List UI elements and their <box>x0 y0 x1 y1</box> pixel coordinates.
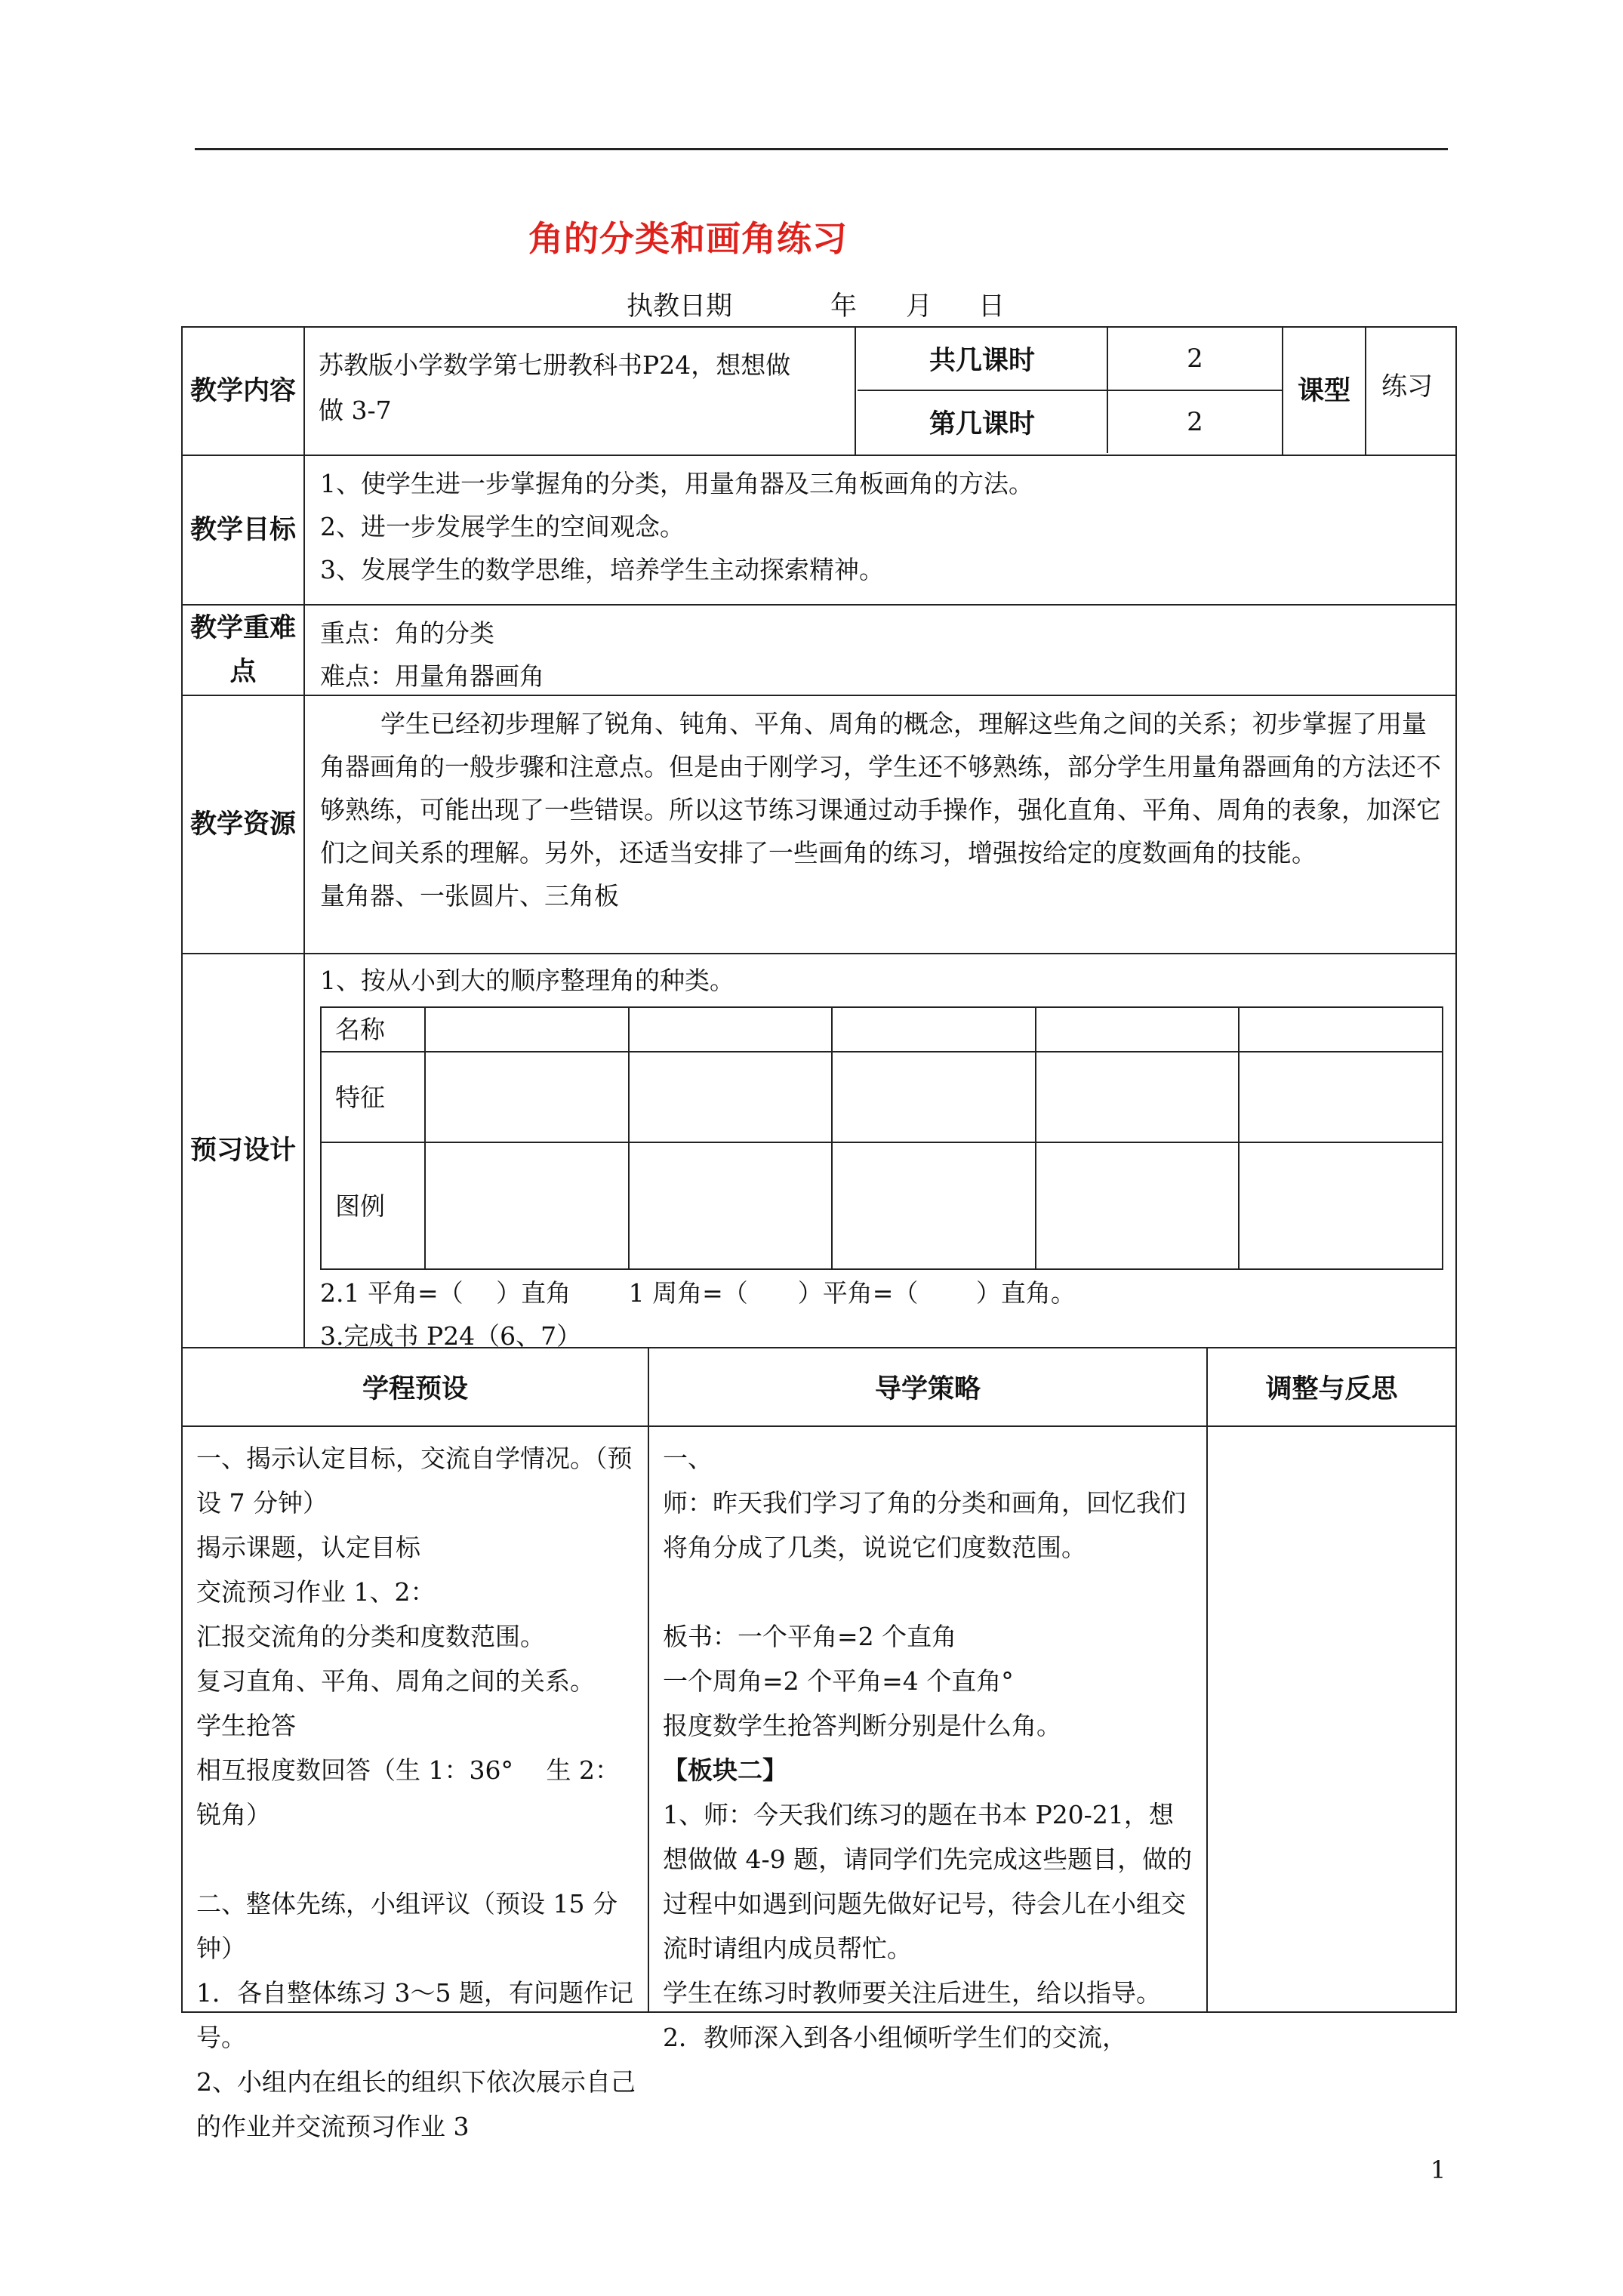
page-title: 角的分类和画角练习 <box>528 218 848 259</box>
strategy-line: 报度数学生抢答判断分别是什么角。 <box>663 1711 1061 1740</box>
date-day: 日 <box>978 291 1006 322</box>
table-cell[interactable] <box>832 1052 1036 1142</box>
table-cell[interactable] <box>1239 1142 1443 1269</box>
angle-types-table <box>320 1006 1443 1270</box>
process-line: 2、小组内在组长的组织下依次展示自己的作业并交流预习作业 3 <box>196 2067 636 2141</box>
process-line: 学生抢答 <box>196 1711 296 1740</box>
resources-tools: 量角器、一张圆片、三角板 <box>320 881 619 911</box>
table-cell[interactable] <box>1239 1007 1443 1052</box>
process-col1 <box>183 1427 649 2141</box>
total-hours-value: 2 <box>1187 344 1203 374</box>
date-year: 年 <box>830 291 858 322</box>
table-cell[interactable] <box>629 1142 833 1269</box>
header-rule <box>195 148 1448 150</box>
preview-label: 预习设计 <box>183 954 305 1347</box>
focus-row <box>183 606 1455 696</box>
resources-paragraph: 学生已经初步理解了锐角、钝角、平角、周角的概念，理解这些角之间的关系；初步掌握了用量角器画角的一般步骤和注意点。但是由于刚学习，学生还不够熟练，部分学生用量角器画角的方法还不够熟练，可能出现了一些错误。所以这节练习课通过动手操作，强化直角、平角、周角的表象，加深它们之间关系的理解。另外，还适当安排了一些画角的练习，增强按给定的度数画角的技能。 <box>320 709 1441 868</box>
focus-key: 重点：角的分类 <box>320 618 494 648</box>
lesson-plan-table <box>181 326 1457 2141</box>
content-label: 教学内容 <box>183 328 305 455</box>
process-line: 一、揭示认定目标，交流自学情况。（预设 7 分钟） <box>196 1444 633 1518</box>
strategy-line <box>663 1570 1196 1614</box>
content-row <box>183 328 1455 456</box>
process-line: 复习直角、平角、周角之间的关系。 <box>196 1666 595 1696</box>
preview-q1: 1、按从小到大的顺序整理角的种类。 <box>320 966 735 995</box>
table-cell[interactable] <box>1239 1052 1443 1142</box>
resources-row <box>183 696 1455 954</box>
table-cell[interactable] <box>1036 1052 1240 1142</box>
content-line-1: 苏教版小学数学第七册教科书P24，想想做 <box>319 350 791 380</box>
strategy-line: 学生在练习时教师要关注后进生，给以指导。 <box>663 1978 1161 2008</box>
date-label: 执教日期 <box>627 291 733 322</box>
resources-label: 教学资源 <box>183 696 305 953</box>
table-row <box>321 1052 1443 1142</box>
table-row-label: 名称 <box>321 1007 425 1052</box>
total-hours-row <box>858 328 1282 391</box>
process-col2 <box>649 1427 1208 2052</box>
preview-q3: 3.完成书 P24（6、7） <box>320 1321 582 1351</box>
table-cell[interactable] <box>425 1142 629 1269</box>
table-row-label: 特征 <box>321 1052 425 1142</box>
strategy-line: 一、 <box>663 1444 713 1473</box>
table-row-label: 图例 <box>321 1142 425 1269</box>
table-cell[interactable] <box>1036 1142 1240 1269</box>
process-line: 汇报交流角的分类和度数范围。 <box>196 1622 545 1651</box>
strategy-line: 一个周角=2 个平角=4 个直角° <box>663 1666 1014 1696</box>
process-col3-header: 调整与反思 <box>1265 1374 1398 1404</box>
table-cell[interactable] <box>629 1007 833 1052</box>
type-value: 练习 <box>1381 371 1433 402</box>
table-cell[interactable] <box>832 1142 1036 1269</box>
process-header <box>183 1348 1455 1427</box>
strategy-line: 2．教师深入到各小组倾听学生们的交流， <box>663 2023 1127 2052</box>
objective-item: 2、进一步发展学生的空间观念。 <box>320 512 685 541</box>
objective-item: 1、使学生进一步掌握角的分类，用量角器及三角板画角的方法。 <box>320 469 1033 498</box>
strategy-line: 师：昨天我们学习了角的分类和画角，回忆我们将角分成了几类，说说它们度数范围。 <box>663 1488 1186 1562</box>
page-number: 1 <box>1431 2156 1446 2184</box>
objectives-row <box>183 456 1455 606</box>
process-line: 揭示课题，认定目标 <box>196 1533 420 1562</box>
which-hour-label: 第几课时 <box>858 391 1108 453</box>
table-cell[interactable] <box>629 1052 833 1142</box>
objective-item: 3、发展学生的数学思维，培养学生主动探索精神。 <box>320 555 884 584</box>
focus-difficulty: 难点：用量角器画角 <box>320 661 544 691</box>
table-row <box>321 1142 1443 1269</box>
process-line: 交流预习作业 1、2： <box>196 1577 436 1607</box>
content-text <box>305 328 856 455</box>
which-hour-row <box>858 391 1282 453</box>
process-body <box>183 1427 1455 2141</box>
process-line: 1．各自整体练习 3～5 题，有问题作记号。 <box>196 1978 633 2052</box>
date-month: 月 <box>906 291 933 322</box>
table-cell[interactable] <box>1036 1007 1240 1052</box>
strategy-line: 【板块二】 <box>663 1755 787 1785</box>
table-cell[interactable] <box>425 1007 629 1052</box>
objectives-label: 教学目标 <box>183 456 305 604</box>
type-label: 课型 <box>1283 328 1366 455</box>
content-line-2: 做 3-7 <box>319 396 392 425</box>
table-cell[interactable] <box>832 1007 1036 1052</box>
process-line: 相互报度数回答（生 1：36° 生 2：锐角） <box>196 1755 620 1829</box>
process-col3 <box>1208 1427 1455 2011</box>
strategy-line: 板书：一个平角=2 个直角 <box>663 1622 957 1651</box>
focus-text <box>305 606 1455 695</box>
process-col1-header: 学程预设 <box>183 1348 649 1425</box>
preview-row <box>183 954 1455 1351</box>
preview-content <box>305 954 1455 1351</box>
strategy-line: 1、师：今天我们练习的题在书本 P20-21，想想做做 4-9 题，请同学们先完成这些题目，做的过程中如遇到问题先做好记号，待会儿在小组交流时请组内成员帮忙。 <box>663 1800 1193 1963</box>
process-line: 二、整体先练，小组评议（预设 15 分钟） <box>196 1889 617 1963</box>
total-hours-label: 共几课时 <box>858 328 1108 390</box>
process-col2-header: 导学策略 <box>649 1348 1208 1425</box>
resources-text <box>305 696 1455 953</box>
focus-label: 教学重难点 <box>183 606 305 695</box>
objectives-list <box>305 456 1455 604</box>
table-cell[interactable] <box>425 1052 629 1142</box>
table-row <box>321 1007 1443 1052</box>
preview-q2: 2.1 平角=（ ）直角 1 周角=（ ）平角=（ ）直角。 <box>320 1278 1076 1308</box>
which-hour-value: 2 <box>1187 407 1203 437</box>
process-line <box>196 1837 637 1881</box>
hours-cell <box>858 328 1283 455</box>
